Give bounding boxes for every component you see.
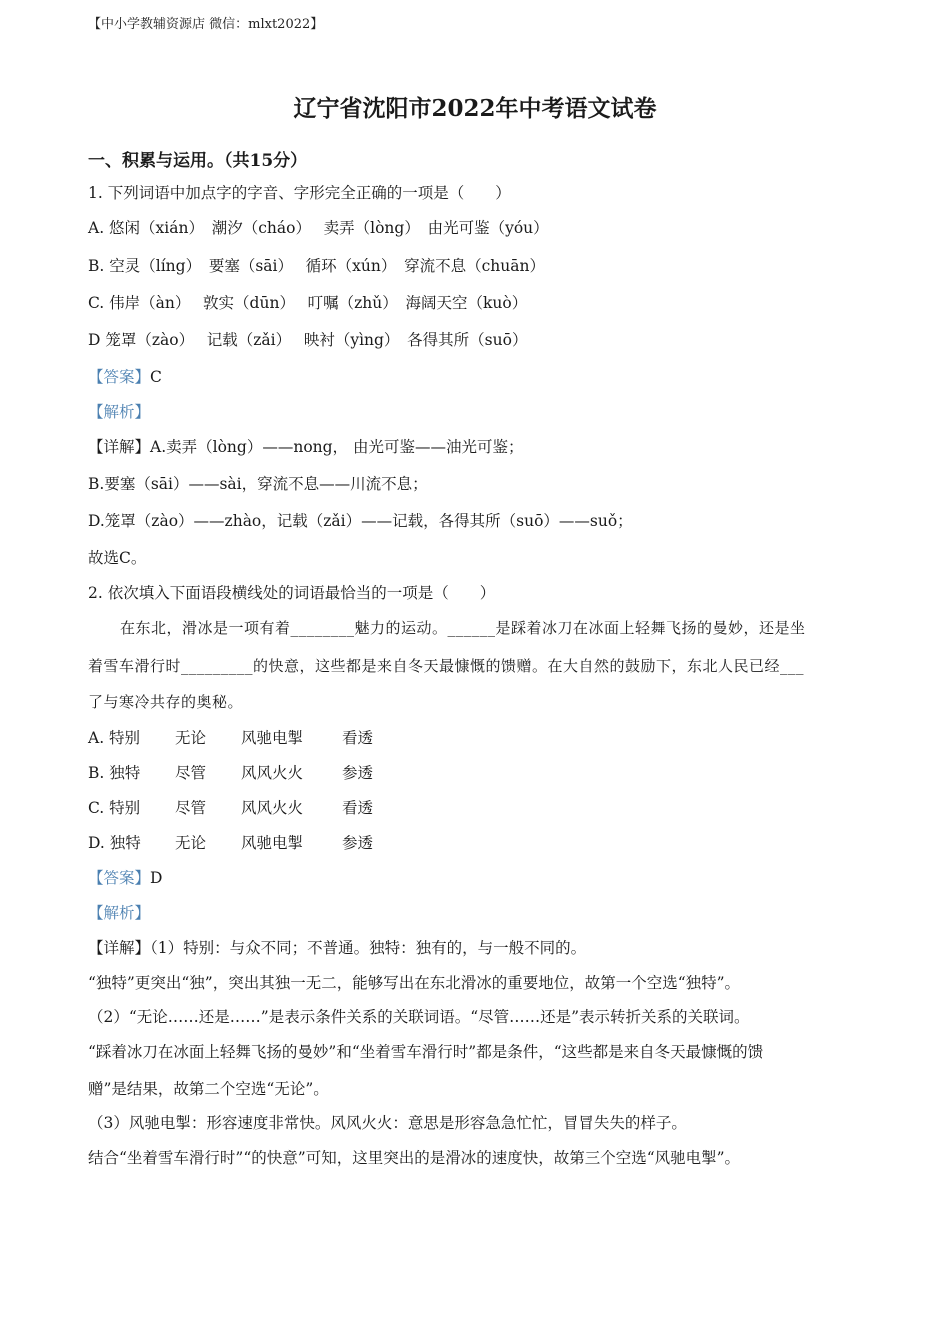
q2-analysis-label: 【解析】	[88, 904, 151, 922]
q2-explain-5: 赠”是结果，故第二个空选“无论”。	[88, 1080, 329, 1098]
detail-label: 【详解】	[88, 939, 151, 957]
q1-detail-1: 【详解】A.卖弄（lòng）——nong， 由光可鉴——油光可鉴；	[88, 438, 524, 456]
q2-explain-1: 【详解】（1）特别：与众不同；不普通。独特：独有的，与一般不同的。	[88, 939, 587, 957]
q1-option-c: C. 伟岸（àn） 敦实（dūn） 叮嘱（zhǔ） 海阔天空（kuò）	[88, 294, 528, 312]
q2-option-d: D. 独特 无论 风驰电掣 参透	[88, 834, 374, 852]
q1-option-b: B. 空灵（líng） 要塞（sāi） 循环（xún） 穿流不息（chuān）	[88, 257, 545, 275]
q2-answer	[88, 866, 162, 888]
answer-value: C	[150, 368, 162, 386]
page-header: 【中小学教辅资源店 微信：mlxt2022】	[88, 17, 324, 32]
q1-stem: 1. 下列词语中加点字的字音、字形完全正确的一项是（ ）	[88, 184, 511, 202]
q2-explain-6: （3）风驰电掣：形容速度非常快。风风火火：意思是形容急急忙忙，冒冒失失的样子。	[88, 1114, 687, 1132]
q1-option-a: A. 悠闲（xián） 潮汐（cháo） 卖弄（lòng） 由光可鉴（yóu）	[88, 219, 549, 237]
q2-option-c: C. 特别 尽管 风风火火 看透	[88, 799, 374, 817]
section-heading: 一、积累与运用。（共15分）	[88, 151, 308, 171]
q2-explain-3: （2）“无论……还是……”是表示条件关系的关联词语。“尽管……还是”表示转折关系的关联词。	[88, 1008, 750, 1026]
page-title: 辽宁省沈阳市2022年中考语文试卷	[293, 95, 657, 122]
q1-option-d: D 笼罩（zào） 记载（zǎi） 映衬（yìng） 各得其所（suō）	[88, 331, 528, 349]
answer-label: 【答案】	[88, 368, 151, 386]
q2-passage-line-3: 了与寒冷共存的奥秘。	[88, 693, 244, 711]
answer-value: D	[150, 869, 163, 887]
q1-detail-3: D.笼罩（zào）——zhào，记载（zǎi）——记载，各得其所（suō）——suǒ；	[88, 512, 633, 530]
q1-detail-2: B.要塞（sāi）——sài，穿流不息——川流不息；	[88, 475, 428, 493]
q2-option-b: B. 独特 尽管 风风火火 参透	[88, 764, 374, 782]
q1-answer	[88, 365, 162, 387]
q2-explain-2: “独特”更突出“独”，突出其独一无二，能够写出在东北滑冰的重要地位，故第一个空选“独特”。	[88, 974, 741, 992]
detail-label: 【详解】	[88, 438, 151, 456]
answer-label: 【答案】	[88, 869, 151, 887]
q2-stem: 2. 依次填入下面语段横线处的词语最恰当的一项是（ ）	[88, 584, 496, 602]
q1-analysis-label: 【解析】	[88, 403, 151, 421]
q2-explain-7: 结合“坐着雪车滑行时”“的快意”可知，这里突出的是滑冰的速度快，故第三个空选“风驰电掣”。	[88, 1149, 741, 1167]
q2-passage-line-1: 在东北，滑冰是一项有着________魅力的运动。______是踩着冰刀在冰面上轻舞飞扬的曼妙，还是坐	[120, 619, 806, 637]
q2-explain-4: “踩着冰刀在冰面上轻舞飞扬的曼妙”和“坐着雪车滑行时”都是条件，“这些都是来自冬天最慷慨的馈	[88, 1043, 764, 1061]
q2-passage-line-2: 着雪车滑行时_________的快意，这些都是来自冬天最慷慨的馈赠。在大自然的鼓励下，东北人民已经___	[88, 657, 805, 675]
q1-conclusion: 故选C。	[88, 549, 147, 567]
q2-option-a: A. 特别 无论 风驰电掣 看透	[88, 729, 374, 747]
